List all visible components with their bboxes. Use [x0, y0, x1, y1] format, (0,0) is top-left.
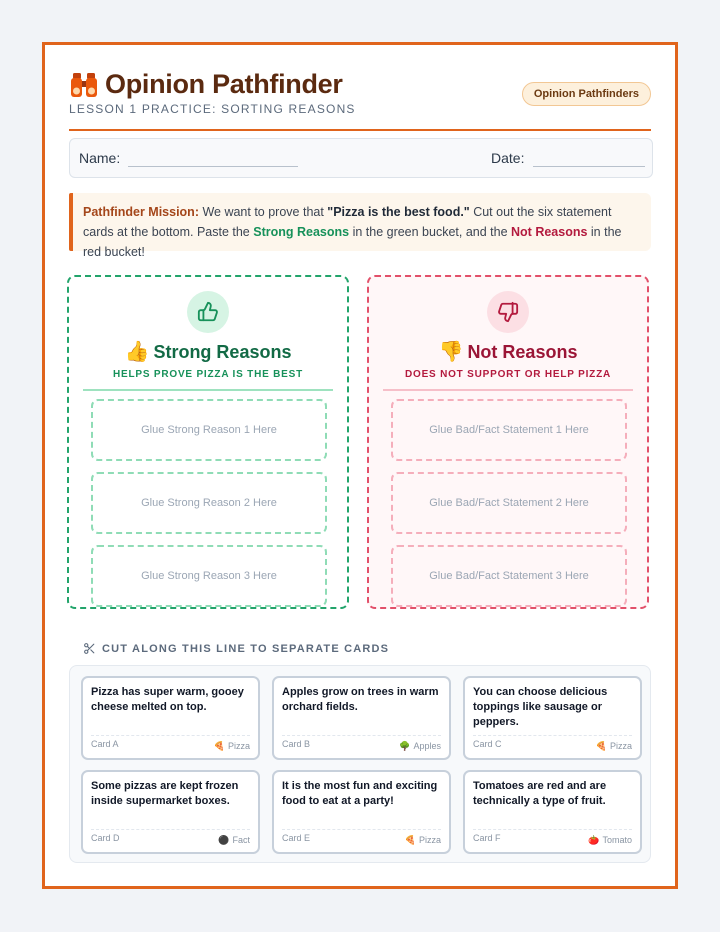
strong-reasons-label: Strong Reasons	[153, 342, 292, 362]
card-tag	[399, 739, 441, 753]
card-footer	[473, 735, 632, 753]
divider	[83, 389, 333, 391]
card-tag-label: Pizza	[227, 741, 250, 751]
strong-reason-slot-2[interactable]: Glue Strong Reason 2 Here	[91, 472, 327, 534]
card-id: Card C	[473, 739, 502, 749]
card-footer	[282, 735, 441, 753]
mission-text-4: in the red bucket!	[83, 225, 622, 259]
card-tag-label: Apples	[413, 741, 441, 751]
mission-box	[69, 193, 651, 259]
black-circle-icon: ⚫	[218, 834, 230, 845]
card-tag	[596, 739, 632, 753]
statement-card-f[interactable]	[463, 770, 642, 854]
name-label: Name:	[79, 150, 121, 166]
mission-text-3: in the green bucket, and the	[349, 225, 512, 239]
not-reason-slot-2[interactable]: Glue Bad/Fact Statement 2 Here	[391, 472, 627, 534]
card-footer	[473, 829, 632, 847]
card-id: Card F	[473, 833, 501, 843]
not-reasons-subtitle: DOES NOT SUPPORT OR HELP PIZZA	[404, 369, 612, 380]
not-reason-slot-3[interactable]: Glue Bad/Fact Statement 3 Here	[391, 545, 627, 607]
brand-badge: Opinion Pathfinders	[522, 82, 651, 106]
not-reasons-bucket	[367, 275, 649, 609]
strong-reason-slot-1[interactable]: Glue Strong Reason 1 Here	[91, 399, 327, 461]
pizza-icon: 🍕	[404, 834, 416, 845]
thumbs-up-emoji: 👍	[124, 341, 150, 363]
not-reason-slot-1[interactable]: Glue Bad/Fact Statement 1 Here	[391, 399, 627, 461]
card-text: Tomatoes are red and are technically a type of fruit.	[473, 780, 607, 807]
card-id: Card D	[91, 833, 120, 843]
page-title: Opinion Pathfinder	[105, 69, 343, 99]
worksheet-header	[69, 69, 651, 131]
card-tag	[588, 833, 632, 847]
not-reasons-title	[369, 339, 647, 364]
binoculars-icon	[69, 70, 99, 100]
divider	[383, 389, 633, 391]
card-id: Card A	[91, 739, 119, 749]
strong-reason-slot-3[interactable]: Glue Strong Reason 3 Here	[91, 545, 327, 607]
strong-reasons-bucket	[67, 275, 349, 609]
name-date-box	[69, 138, 653, 178]
date-line[interactable]	[533, 166, 645, 167]
card-tag-label: Fact	[232, 835, 250, 845]
statement-card-c[interactable]	[463, 676, 642, 760]
cutout-cards-area	[69, 665, 651, 863]
card-text: You can choose delicious toppings like sausage or peppers.	[473, 686, 608, 728]
card-tag	[218, 833, 250, 847]
mission-claim: "Pizza is the best food."	[327, 205, 470, 219]
strong-reasons-subtitle: HELPS PROVE PIZZA IS THE BEST	[112, 369, 304, 380]
tomato-icon: 🍅	[588, 834, 600, 845]
mission-label: Pathfinder Mission:	[83, 205, 199, 219]
card-tag-label: Pizza	[609, 741, 632, 751]
card-text: Some pizzas are kept frozen inside supermarket boxes.	[91, 780, 239, 807]
card-footer	[91, 829, 250, 847]
mission-text-1: We want to prove that	[198, 205, 328, 219]
card-tag	[405, 833, 441, 847]
cut-line-label: CUT ALONG THIS LINE TO SEPARATE CARDS	[102, 642, 390, 655]
statement-card-a[interactable]	[81, 676, 260, 760]
mission-not-reasons: Not Reasons	[511, 225, 588, 239]
thumbs-up-badge	[187, 291, 229, 333]
card-id: Card B	[282, 739, 311, 749]
card-text: Apples grow on trees in warm orchard fields.	[282, 686, 439, 713]
card-text: Pizza has super warm, gooey cheese melted on top.	[91, 686, 244, 713]
cut-line	[83, 642, 389, 655]
mission-text-2: Cut out the six statement cards at the bottom. Paste the	[83, 205, 612, 239]
thumbs-down-icon	[497, 301, 519, 323]
statement-card-b[interactable]	[272, 676, 451, 760]
worksheet	[42, 42, 678, 889]
card-tag-label: Pizza	[418, 835, 441, 845]
lesson-subtitle: LESSON 1 PRACTICE: SORTING REASONS	[69, 102, 356, 116]
card-tag-label: Tomato	[602, 835, 632, 845]
thumbs-down-emoji: 👎	[438, 341, 464, 363]
statement-card-d[interactable]	[81, 770, 260, 854]
card-tag	[214, 739, 250, 753]
pizza-icon: 🍕	[595, 740, 607, 751]
not-reasons-label: Not Reasons	[467, 342, 578, 362]
strong-reasons-title	[69, 339, 347, 364]
card-footer	[282, 829, 441, 847]
scissors-icon	[83, 642, 96, 655]
date-label: Date:	[491, 150, 525, 166]
pizza-icon: 🍕	[213, 740, 225, 751]
thumbs-down-badge	[487, 291, 529, 333]
thumbs-up-icon	[197, 301, 219, 323]
mission-strong-reasons: Strong Reasons	[253, 225, 350, 239]
card-text: It is the most fun and exciting food to eat at a party!	[282, 780, 438, 807]
statement-card-e[interactable]	[272, 770, 451, 854]
card-id: Card E	[282, 833, 311, 843]
card-footer	[91, 735, 250, 753]
tree-icon: 🌳	[399, 740, 411, 751]
title-row	[69, 69, 343, 100]
name-line[interactable]	[128, 166, 298, 167]
